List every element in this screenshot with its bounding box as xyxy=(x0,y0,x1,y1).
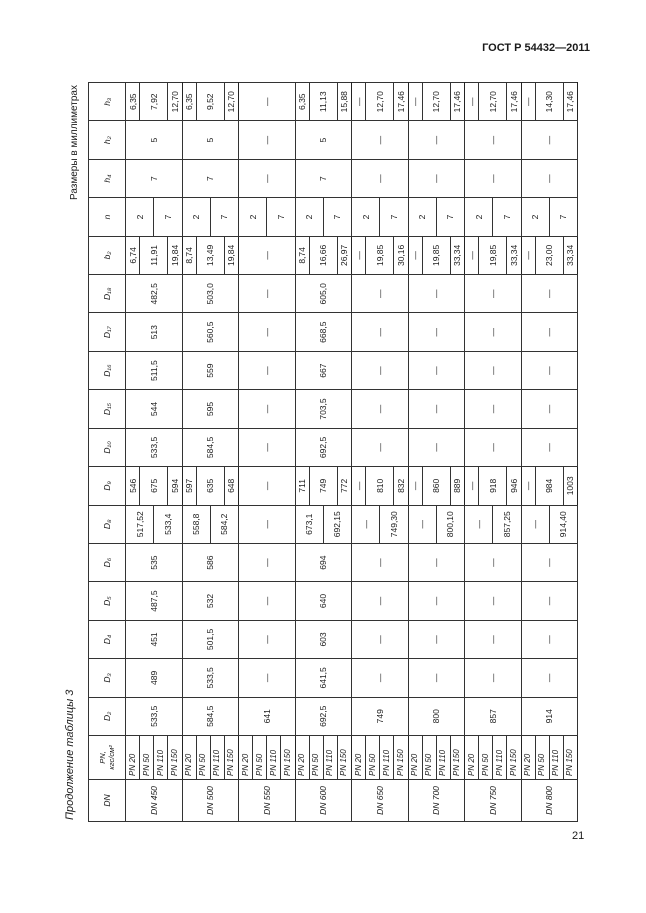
value-cell: 559 xyxy=(182,351,239,389)
table-continuation-caption: Продолжение таблицы 3 xyxy=(64,689,76,820)
value-cell: 984 xyxy=(535,467,563,505)
value-cell: 594 xyxy=(168,467,182,505)
value-cell: 860 xyxy=(422,467,450,505)
value-cell: 711 xyxy=(295,467,309,505)
header-dn: DN xyxy=(89,779,126,821)
value-cell: 11,91 xyxy=(140,236,168,274)
value-cell: — xyxy=(352,659,409,697)
dn-cell: DN 550 xyxy=(239,779,296,821)
value-cell: — xyxy=(521,467,535,505)
value-cell: 800,10 xyxy=(436,505,464,543)
value-cell: 586 xyxy=(182,543,239,581)
header-pn xyxy=(89,735,126,779)
value-cell: — xyxy=(521,313,578,351)
value-cell: 17,46 xyxy=(450,83,464,121)
value-cell: 749,30 xyxy=(380,505,408,543)
value-cell: — xyxy=(408,121,465,159)
value-cell: 19,85 xyxy=(422,236,450,274)
header-col: D₂ xyxy=(89,697,126,735)
value-cell: — xyxy=(465,659,522,697)
pn-cell: PN 20 xyxy=(295,735,309,779)
value-cell: 7 xyxy=(493,198,521,236)
value-cell: 12,70 xyxy=(479,83,507,121)
value-cell: 810 xyxy=(366,467,394,505)
value-cell: 12,70 xyxy=(422,83,450,121)
value-cell: 603 xyxy=(295,620,352,658)
pn-cell: PN 110 xyxy=(154,735,168,779)
value-cell: — xyxy=(239,351,296,389)
header-col: D₁₀ xyxy=(89,428,126,466)
value-cell: — xyxy=(239,428,296,466)
header-col: D₁₇ xyxy=(89,313,126,351)
value-cell: 16,66 xyxy=(309,236,337,274)
header-col: D₄ xyxy=(89,620,126,658)
pn-cell: PN 110 xyxy=(493,735,507,779)
value-cell: 560,5 xyxy=(182,313,239,351)
pn-cell: PN 110 xyxy=(549,735,563,779)
value-cell: 513 xyxy=(126,313,183,351)
value-cell: 19,85 xyxy=(479,236,507,274)
value-cell: 946 xyxy=(507,467,521,505)
value-cell: 30,16 xyxy=(394,236,408,274)
table-row xyxy=(465,83,479,822)
value-cell: 692,5 xyxy=(295,428,352,466)
value-cell: 7 xyxy=(323,198,351,236)
value-cell: 597 xyxy=(182,467,196,505)
pn-cell: PN 50 xyxy=(535,735,549,779)
value-cell: 641,5 xyxy=(295,659,352,697)
pn-cell: PN 50 xyxy=(140,735,154,779)
value-cell: 8,74 xyxy=(182,236,196,274)
table-row xyxy=(521,83,535,822)
pn-cell: PN 50 xyxy=(196,735,210,779)
pn-cell: PN 110 xyxy=(210,735,224,779)
value-cell: 667 xyxy=(295,351,352,389)
value-cell: 11,13 xyxy=(309,83,337,121)
header-col: D₁₈ xyxy=(89,275,126,313)
value-cell: 17,46 xyxy=(563,83,577,121)
dimensions-table xyxy=(88,82,578,822)
value-cell: 501,5 xyxy=(182,620,239,658)
value-cell: 503,0 xyxy=(182,275,239,313)
header-pn-unit: кгс/см² xyxy=(107,745,116,770)
value-cell: — xyxy=(408,505,436,543)
pn-cell: PN 50 xyxy=(366,735,380,779)
value-cell: 6,35 xyxy=(182,83,196,121)
value-cell: — xyxy=(352,467,366,505)
value-cell: 2 xyxy=(126,198,154,236)
value-cell: 517,52 xyxy=(126,505,154,543)
header-col: n xyxy=(89,198,126,236)
value-cell: — xyxy=(465,313,522,351)
pn-cell: PN 20 xyxy=(182,735,196,779)
pn-cell: PN 20 xyxy=(239,735,253,779)
value-cell: 33,34 xyxy=(507,236,521,274)
value-cell: — xyxy=(408,620,465,658)
value-cell: — xyxy=(521,582,578,620)
value-cell: 7 xyxy=(436,198,464,236)
table-row xyxy=(239,83,253,822)
value-cell: 19,84 xyxy=(168,236,182,274)
value-cell: 558,8 xyxy=(182,505,210,543)
value-cell: 5 xyxy=(126,121,183,159)
dn-cell: DN 800 xyxy=(521,779,578,821)
value-cell: — xyxy=(521,390,578,428)
value-cell: 6,35 xyxy=(295,83,309,121)
value-cell: 2 xyxy=(352,198,380,236)
header-col: D₈ xyxy=(89,505,126,543)
value-cell: 546 xyxy=(126,467,140,505)
value-cell: 533,5 xyxy=(182,659,239,697)
value-cell: — xyxy=(521,351,578,389)
value-cell: 12,70 xyxy=(366,83,394,121)
value-cell: — xyxy=(521,83,535,121)
value-cell: 489 xyxy=(126,659,183,697)
value-cell: — xyxy=(352,83,366,121)
value-cell: 6,35 xyxy=(126,83,140,121)
pn-cell: PN 110 xyxy=(267,735,281,779)
value-cell: — xyxy=(408,83,422,121)
value-cell: — xyxy=(408,543,465,581)
value-cell: — xyxy=(352,236,366,274)
value-cell: 487,5 xyxy=(126,582,183,620)
value-cell: 703,5 xyxy=(295,390,352,428)
value-cell: — xyxy=(408,313,465,351)
value-cell: 7 xyxy=(380,198,408,236)
pn-cell: PN 150 xyxy=(281,735,295,779)
value-cell: — xyxy=(465,543,522,581)
value-cell: 857 xyxy=(465,697,522,735)
value-cell: 19,84 xyxy=(224,236,238,274)
value-cell: — xyxy=(521,505,549,543)
value-cell: 692,15 xyxy=(323,505,351,543)
value-cell: 6,74 xyxy=(126,236,140,274)
value-cell: — xyxy=(465,236,479,274)
table-row xyxy=(352,83,366,822)
value-cell: 7,92 xyxy=(140,83,168,121)
value-cell: — xyxy=(408,159,465,197)
value-cell: 12,70 xyxy=(224,83,238,121)
value-cell: — xyxy=(239,467,296,505)
pn-cell: PN 150 xyxy=(168,735,182,779)
header-col: h₂ xyxy=(89,121,126,159)
value-cell: 2 xyxy=(239,198,267,236)
header-col: D₅ xyxy=(89,582,126,620)
value-cell: 584,5 xyxy=(182,428,239,466)
value-cell: 1003 xyxy=(563,467,577,505)
value-cell: 675 xyxy=(140,467,168,505)
value-cell: 482,5 xyxy=(126,275,183,313)
value-cell: — xyxy=(408,428,465,466)
value-cell: 533,5 xyxy=(126,697,183,735)
pn-cell: PN 110 xyxy=(436,735,450,779)
value-cell: — xyxy=(239,159,296,197)
value-cell: — xyxy=(352,275,409,313)
dn-cell: DN 450 xyxy=(126,779,183,821)
value-cell: 605,0 xyxy=(295,275,352,313)
pn-cell: PN 20 xyxy=(521,735,535,779)
value-cell: 918 xyxy=(479,467,507,505)
value-cell: 451 xyxy=(126,620,183,658)
pn-cell: PN 20 xyxy=(408,735,422,779)
value-cell: — xyxy=(352,543,409,581)
value-cell: 23,00 xyxy=(535,236,563,274)
value-cell: 2 xyxy=(182,198,210,236)
pn-cell: PN 150 xyxy=(224,735,238,779)
pn-cell: PN 150 xyxy=(507,735,521,779)
value-cell: — xyxy=(408,351,465,389)
dimensions-table-wrapper xyxy=(88,82,578,822)
value-cell: 5 xyxy=(295,121,352,159)
value-cell: 8,74 xyxy=(295,236,309,274)
pn-cell: PN 20 xyxy=(465,735,479,779)
value-cell: 19,85 xyxy=(366,236,394,274)
page-number: 21 xyxy=(572,830,585,842)
value-cell: 5 xyxy=(182,121,239,159)
value-cell: — xyxy=(521,159,578,197)
pn-cell: PN 110 xyxy=(323,735,337,779)
value-cell: — xyxy=(521,428,578,466)
value-cell: 26,97 xyxy=(337,236,351,274)
pn-cell: PN 50 xyxy=(253,735,267,779)
header-col: D₆ xyxy=(89,543,126,581)
table-row xyxy=(408,83,422,822)
value-cell: 2 xyxy=(465,198,493,236)
dn-cell: DN 700 xyxy=(408,779,465,821)
value-cell: 17,46 xyxy=(394,83,408,121)
header-col: h₃ xyxy=(89,83,126,121)
table-row xyxy=(182,83,196,822)
pn-cell: PN 20 xyxy=(352,735,366,779)
value-cell: 857,25 xyxy=(493,505,521,543)
value-cell: — xyxy=(239,83,296,121)
value-cell: 7 xyxy=(210,198,238,236)
value-cell: 800 xyxy=(408,697,465,735)
value-cell: — xyxy=(239,275,296,313)
value-cell: — xyxy=(352,428,409,466)
value-cell: — xyxy=(239,313,296,351)
value-cell: — xyxy=(239,390,296,428)
dn-cell: DN 600 xyxy=(295,779,352,821)
value-cell: — xyxy=(465,83,479,121)
value-cell: 914 xyxy=(521,697,578,735)
value-cell: — xyxy=(521,659,578,697)
units-caption: Размеры в миллиметрах xyxy=(69,85,80,200)
header-col: D₃ xyxy=(89,659,126,697)
value-cell: 584,5 xyxy=(182,697,239,735)
value-cell: — xyxy=(408,236,422,274)
table-row xyxy=(126,83,140,822)
value-cell: 692,5 xyxy=(295,697,352,735)
value-cell: — xyxy=(352,313,409,351)
header-col: D₉ xyxy=(89,467,126,505)
value-cell: — xyxy=(521,543,578,581)
value-cell: — xyxy=(239,505,296,543)
header-col: D₁₆ xyxy=(89,351,126,389)
value-cell: — xyxy=(408,390,465,428)
value-cell: 535 xyxy=(126,543,183,581)
value-cell: 533,4 xyxy=(154,505,182,543)
pn-cell: PN 150 xyxy=(394,735,408,779)
value-cell: — xyxy=(352,505,380,543)
pn-cell: PN 110 xyxy=(380,735,394,779)
value-cell: — xyxy=(465,428,522,466)
value-cell: — xyxy=(465,390,522,428)
value-cell: 749 xyxy=(352,697,409,735)
value-cell: 15,88 xyxy=(337,83,351,121)
dn-cell: DN 500 xyxy=(182,779,239,821)
value-cell: — xyxy=(465,505,493,543)
value-cell: — xyxy=(239,620,296,658)
value-cell: — xyxy=(352,351,409,389)
value-cell: — xyxy=(521,121,578,159)
value-cell: — xyxy=(465,121,522,159)
value-cell: 544 xyxy=(126,390,183,428)
value-cell: 7 xyxy=(267,198,295,236)
value-cell: — xyxy=(239,236,296,274)
value-cell: 12,70 xyxy=(168,83,182,121)
value-cell: — xyxy=(521,236,535,274)
value-cell: — xyxy=(408,582,465,620)
dn-cell: DN 650 xyxy=(352,779,409,821)
value-cell: — xyxy=(239,543,296,581)
value-cell: 889 xyxy=(450,467,464,505)
value-cell: — xyxy=(239,582,296,620)
value-cell: 14,30 xyxy=(535,83,563,121)
value-cell: 914,40 xyxy=(549,505,577,543)
value-cell: 9,52 xyxy=(196,83,224,121)
value-cell: 17,46 xyxy=(507,83,521,121)
dn-cell: DN 750 xyxy=(465,779,522,821)
value-cell: — xyxy=(352,390,409,428)
value-cell: 2 xyxy=(521,198,549,236)
value-cell: 13,49 xyxy=(196,236,224,274)
value-cell: 641 xyxy=(239,697,296,735)
header-pn-label: PN, xyxy=(98,751,107,764)
pn-cell: PN 20 xyxy=(126,735,140,779)
value-cell: 7 xyxy=(549,198,577,236)
value-cell: — xyxy=(465,620,522,658)
table-row xyxy=(295,83,309,822)
value-cell: — xyxy=(408,659,465,697)
value-cell: 635 xyxy=(196,467,224,505)
header-col: b₂ xyxy=(89,236,126,274)
value-cell: 7 xyxy=(154,198,182,236)
value-cell: 532 xyxy=(182,582,239,620)
value-cell: — xyxy=(352,582,409,620)
value-cell: 668,5 xyxy=(295,313,352,351)
value-cell: 648 xyxy=(224,467,238,505)
value-cell: — xyxy=(352,121,409,159)
value-cell: 2 xyxy=(295,198,323,236)
pn-cell: PN 150 xyxy=(563,735,577,779)
header-col: h₄ xyxy=(89,159,126,197)
value-cell: — xyxy=(465,582,522,620)
value-cell: 7 xyxy=(126,159,183,197)
value-cell: — xyxy=(239,659,296,697)
value-cell: — xyxy=(408,467,422,505)
value-cell: 33,34 xyxy=(563,236,577,274)
value-cell: 832 xyxy=(394,467,408,505)
value-cell: 640 xyxy=(295,582,352,620)
value-cell: 584,2 xyxy=(210,505,238,543)
value-cell: 511,5 xyxy=(126,351,183,389)
value-cell: 772 xyxy=(337,467,351,505)
value-cell: — xyxy=(352,620,409,658)
value-cell: — xyxy=(521,620,578,658)
value-cell: — xyxy=(465,467,479,505)
value-cell: 533,5 xyxy=(126,428,183,466)
value-cell: 595 xyxy=(182,390,239,428)
value-cell: — xyxy=(521,275,578,313)
pn-cell: PN 50 xyxy=(422,735,436,779)
value-cell: — xyxy=(465,159,522,197)
header-col: D₁₅ xyxy=(89,390,126,428)
value-cell: 749 xyxy=(309,467,337,505)
value-cell: — xyxy=(465,275,522,313)
value-cell: 33,34 xyxy=(450,236,464,274)
value-cell: — xyxy=(352,159,409,197)
standard-header: ГОСТ Р 54432—2011 xyxy=(482,42,590,54)
pn-cell: PN 150 xyxy=(450,735,464,779)
value-cell: — xyxy=(465,351,522,389)
value-cell: — xyxy=(408,275,465,313)
value-cell: 673,1 xyxy=(295,505,323,543)
value-cell: — xyxy=(239,121,296,159)
value-cell: 7 xyxy=(295,159,352,197)
value-cell: 7 xyxy=(182,159,239,197)
pn-cell: PN 150 xyxy=(337,735,351,779)
pn-cell: PN 50 xyxy=(479,735,493,779)
pn-cell: PN 50 xyxy=(309,735,323,779)
value-cell: 2 xyxy=(408,198,436,236)
value-cell: 694 xyxy=(295,543,352,581)
